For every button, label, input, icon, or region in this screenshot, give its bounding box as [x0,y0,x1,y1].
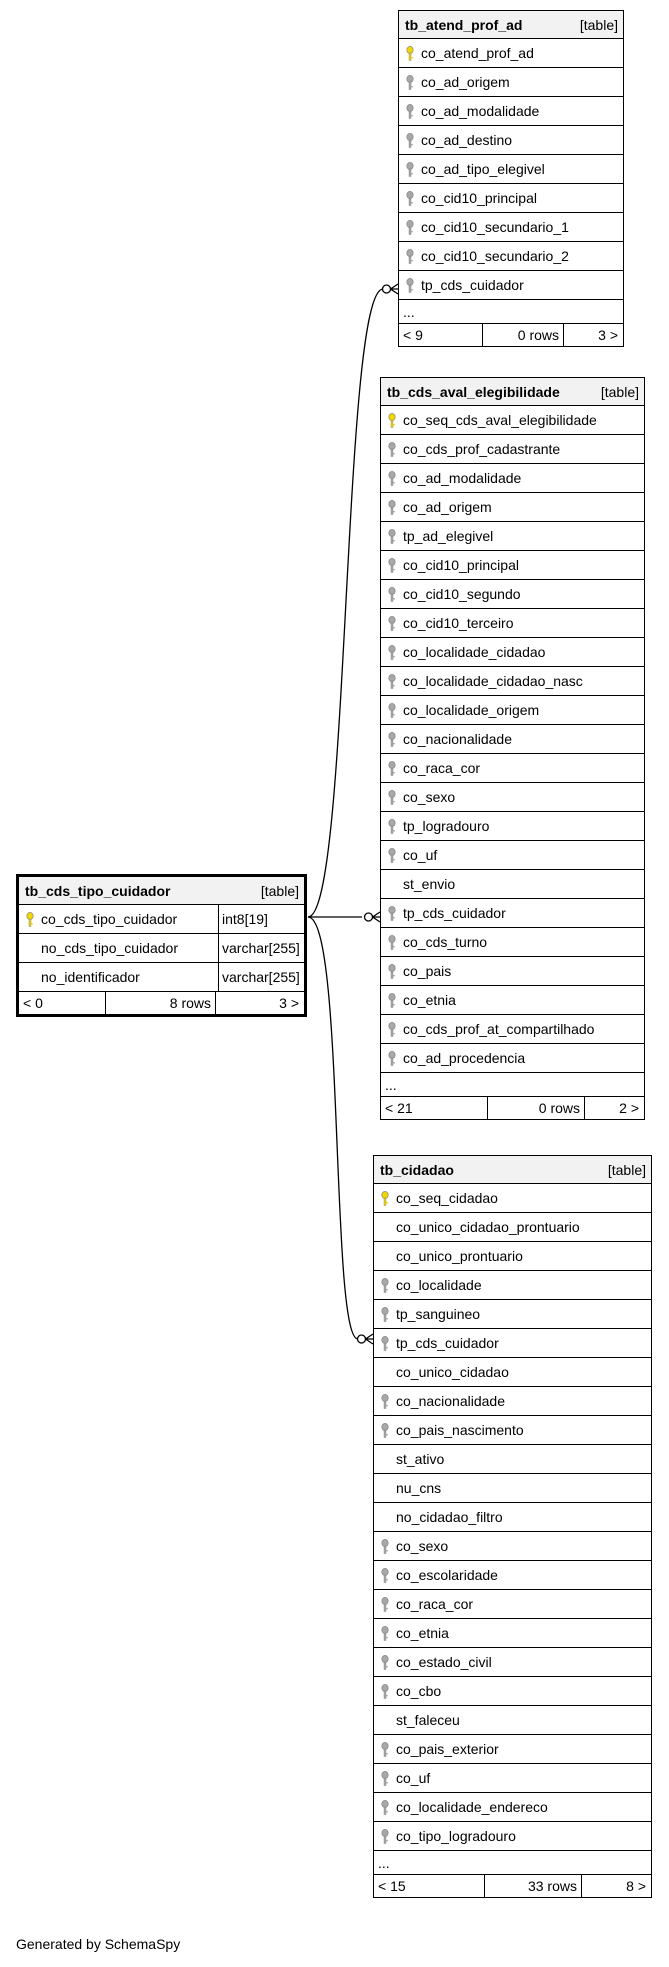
column-row[interactable] [381,522,644,551]
column-row[interactable] [374,1242,651,1271]
foreign-key-icon [381,616,403,631]
foreign-key-icon [399,104,421,119]
column-row[interactable] [381,1044,644,1073]
foreign-key-icon [381,674,403,689]
column-name: co_seq_cds_aval_elegibilidade [403,412,597,428]
foreign-key-icon [381,819,403,834]
column-row[interactable] [374,1184,651,1213]
column-row[interactable] [381,464,644,493]
column-name: co_ad_modalidade [421,103,540,119]
foreign-key-icon [374,1539,396,1554]
column-name: co_cid10_principal [403,557,519,573]
foreign-key-icon [381,761,403,776]
table-kind: [table] [260,882,299,899]
column-row[interactable] [381,493,644,522]
column-name: co_ad_procedencia [403,1050,526,1066]
link-to-tb-cidadao [308,917,373,1344]
column-row[interactable] [399,271,623,300]
column-name: co_cid10_terceiro [403,615,514,631]
column-name: co_raca_cor [396,1596,474,1612]
column-name: co_ad_modalidade [403,470,522,486]
foreign-key-icon [374,1684,396,1699]
column-row[interactable] [381,580,644,609]
table-tb-cidadao[interactable] [373,1155,652,1898]
column-name: co_cds_turno [403,934,488,950]
more-columns-indicator: ... [381,1073,644,1097]
foreign-key-icon [374,1394,396,1409]
column-row[interactable] [374,1532,651,1561]
foreign-key-icon [399,133,421,148]
primary-key-icon [374,1191,396,1206]
table-name: tb_cds_aval_elegibilidade [387,383,560,400]
column-row[interactable] [381,812,644,841]
foreign-key-icon [374,1278,396,1293]
column-row[interactable] [19,934,304,963]
column-row[interactable] [374,1271,651,1300]
column-row[interactable] [374,1213,651,1242]
table-tb-cds-tipo-cuidador[interactable] [16,874,307,1017]
column-row[interactable] [374,1706,651,1735]
foreign-key-icon [381,964,403,979]
column-row[interactable] [374,1619,651,1648]
column-row[interactable] [381,783,644,812]
column-row[interactable] [381,841,644,870]
column-name: co_ad_origem [403,499,492,515]
link-to-tb-cds-aval-elegibilidade [308,912,380,922]
column-name: tp_cds_cuidador [403,905,506,921]
foreign-key-icon [399,249,421,264]
foreign-key-icon [381,471,403,486]
column-row[interactable] [374,1590,651,1619]
column-name: co_cds_tipo_cuidador [41,911,178,927]
column-type: int8[19] [218,905,304,933]
foreign-key-icon [399,220,421,235]
column-name: co_uf [403,847,438,863]
column-row[interactable] [374,1329,651,1358]
foreign-key-icon [374,1307,396,1322]
column-name: co_atend_prof_ad [421,45,534,61]
foreign-key-icon [374,1829,396,1844]
table-footer [374,1875,651,1897]
column-name: tp_cds_cuidador [396,1335,499,1351]
parents-count[interactable]: < 9 [399,324,483,346]
row-count: 8 rows [106,992,216,1014]
column-name: co_seq_cidadao [396,1190,498,1206]
column-type: varchar[255] [218,963,304,991]
foreign-key-icon [399,162,421,177]
column-name: co_localidade_cidadao_nasc [403,673,583,689]
column-row[interactable] [381,551,644,580]
foreign-key-icon [381,993,403,1008]
column-row[interactable] [374,1764,651,1793]
column-row[interactable] [381,928,644,957]
column-row[interactable] [399,242,623,271]
column-row[interactable] [381,638,644,667]
column-row[interactable] [374,1416,651,1445]
column-row[interactable] [381,667,644,696]
column-row[interactable] [374,1677,651,1706]
column-name: co_localidade [396,1277,482,1293]
foreign-key-icon [381,645,403,660]
column-name: tp_sanguineo [396,1306,481,1322]
column-row[interactable] [374,1387,651,1416]
column-row[interactable] [399,39,623,68]
foreign-key-icon [381,935,403,950]
row-count: 0 rows [488,1097,585,1119]
table-header [374,1156,651,1184]
column-name: co_pais_nascimento [396,1422,524,1438]
column-name: co_unico_cidadao_prontuario [396,1219,580,1235]
foreign-key-icon [374,1742,396,1757]
column-name: co_cid10_secundario_2 [421,248,569,264]
table-header [399,11,623,39]
column-name: co_raca_cor [403,760,481,776]
column-row[interactable] [381,725,644,754]
column-row[interactable] [374,1503,651,1532]
foreign-key-icon [381,848,403,863]
column-name: nu_cns [396,1480,442,1496]
column-name: co_ad_tipo_elegivel [421,161,545,177]
foreign-key-icon [374,1655,396,1670]
column-name: co_cbo [396,1683,442,1699]
column-row[interactable] [374,1445,651,1474]
column-name: co_pais_exterior [396,1741,499,1757]
column-name: co_tipo_logradouro [396,1828,516,1844]
column-name: co_etnia [403,992,456,1008]
foreign-key-icon [374,1336,396,1351]
parents-count[interactable]: < 15 [374,1875,485,1897]
table-footer [399,324,623,346]
row-count: 0 rows [483,324,564,346]
table-header [19,877,304,905]
column-row[interactable] [381,406,644,435]
column-name: co_sexo [403,789,456,805]
column-name: st_ativo [396,1451,445,1467]
column-name: co_pais [403,963,452,979]
column-row[interactable] [381,609,644,638]
row-count: 33 rows [485,1875,582,1897]
table-header [381,378,644,406]
primary-key-icon [19,912,41,927]
column-name: co_cid10_secundario_1 [421,219,569,235]
column-name: tp_ad_elegivel [403,528,494,544]
table-kind: [table] [600,383,639,400]
foreign-key-icon [381,1051,403,1066]
children-count[interactable]: 3 > [598,327,618,343]
primary-key-icon [381,413,403,428]
column-row[interactable] [374,1793,651,1822]
foreign-key-icon [374,1771,396,1786]
foreign-key-icon [381,732,403,747]
foreign-key-icon [374,1800,396,1815]
column-name: co_uf [396,1770,431,1786]
column-name: co_unico_prontuario [396,1248,523,1264]
foreign-key-icon [374,1597,396,1612]
table-footer [19,992,304,1014]
foreign-key-icon [374,1423,396,1438]
column-name: st_faleceu [396,1712,460,1728]
more-columns-indicator: ... [399,300,623,324]
column-row[interactable] [19,905,304,934]
column-name: co_estado_civil [396,1654,492,1670]
column-row[interactable] [381,870,644,899]
foreign-key-icon [399,191,421,206]
table-tb-cds-aval-elegibilidade[interactable] [380,377,645,1120]
table-name: tb_atend_prof_ad [405,16,523,33]
foreign-key-icon [381,790,403,805]
column-row[interactable] [399,155,623,184]
column-row[interactable] [374,1561,651,1590]
parents-count[interactable]: < 0 [19,992,106,1014]
column-name: co_localidade_endereco [396,1799,548,1815]
column-name: co_localidade_origem [403,702,540,718]
children-count[interactable]: 8 > [626,1878,646,1894]
foreign-key-icon [374,1626,396,1641]
column-name: co_cid10_principal [421,190,537,206]
table-kind: [table] [607,1161,646,1178]
column-name: co_cds_prof_at_compartilhado [403,1021,595,1037]
column-name: no_cidadao_filtro [396,1509,503,1525]
column-name: co_ad_origem [421,74,510,90]
column-row[interactable] [399,68,623,97]
column-row[interactable] [381,957,644,986]
table-footer [381,1097,644,1119]
column-name: tp_logradouro [403,818,490,834]
primary-key-icon [399,46,421,61]
column-name: co_etnia [396,1625,449,1641]
foreign-key-icon [381,529,403,544]
more-columns-indicator: ... [374,1851,651,1875]
column-row[interactable] [374,1358,651,1387]
column-name: co_nacionalidade [403,731,512,747]
generated-by-label: Generated by SchemaSpy [16,1936,181,1952]
column-name: co_sexo [396,1538,449,1554]
foreign-key-icon [381,587,403,602]
column-name: st_envio [403,876,456,892]
children-count[interactable]: 3 > [279,995,299,1011]
column-row[interactable] [381,986,644,1015]
table-tb-atend-prof-ad[interactable] [398,10,624,347]
foreign-key-icon [381,442,403,457]
foreign-key-icon [399,278,421,293]
foreign-key-icon [381,558,403,573]
column-name: co_cid10_segundo [403,586,521,602]
column-row[interactable] [381,435,644,464]
column-row[interactable] [19,963,304,992]
column-row[interactable] [399,213,623,242]
parents-count[interactable]: < 21 [381,1097,488,1119]
children-count[interactable]: 2 > [619,1100,639,1116]
column-name: co_unico_cidadao [396,1364,509,1380]
column-row[interactable] [381,1015,644,1044]
column-row[interactable] [399,126,623,155]
table-name: tb_cidadao [380,1161,454,1178]
table-name: tb_cds_tipo_cuidador [25,882,171,899]
column-row[interactable] [399,97,623,126]
foreign-key-icon [381,1022,403,1037]
column-row[interactable] [381,754,644,783]
column-row[interactable] [374,1822,651,1851]
column-row[interactable] [381,899,644,928]
column-name: no_cds_tipo_cuidador [41,940,178,956]
table-kind: [table] [579,16,618,33]
column-name: co_localidade_cidadao [403,644,546,660]
column-row[interactable] [381,696,644,725]
foreign-key-icon [399,75,421,90]
column-name: co_nacionalidade [396,1393,505,1409]
column-name: co_ad_destino [421,132,513,148]
column-name: no_identificador [41,969,140,985]
foreign-key-icon [374,1568,396,1583]
column-name: co_escolaridade [396,1567,498,1583]
column-row[interactable] [399,184,623,213]
foreign-key-icon [381,906,403,921]
column-name: tp_cds_cuidador [421,277,524,293]
column-row[interactable] [374,1648,651,1677]
column-row[interactable] [374,1735,651,1764]
column-row[interactable] [374,1300,651,1329]
foreign-key-icon [381,703,403,718]
column-row[interactable] [374,1474,651,1503]
column-name: co_cds_prof_cadastrante [403,441,561,457]
column-type: varchar[255] [218,934,304,962]
foreign-key-icon [381,500,403,515]
